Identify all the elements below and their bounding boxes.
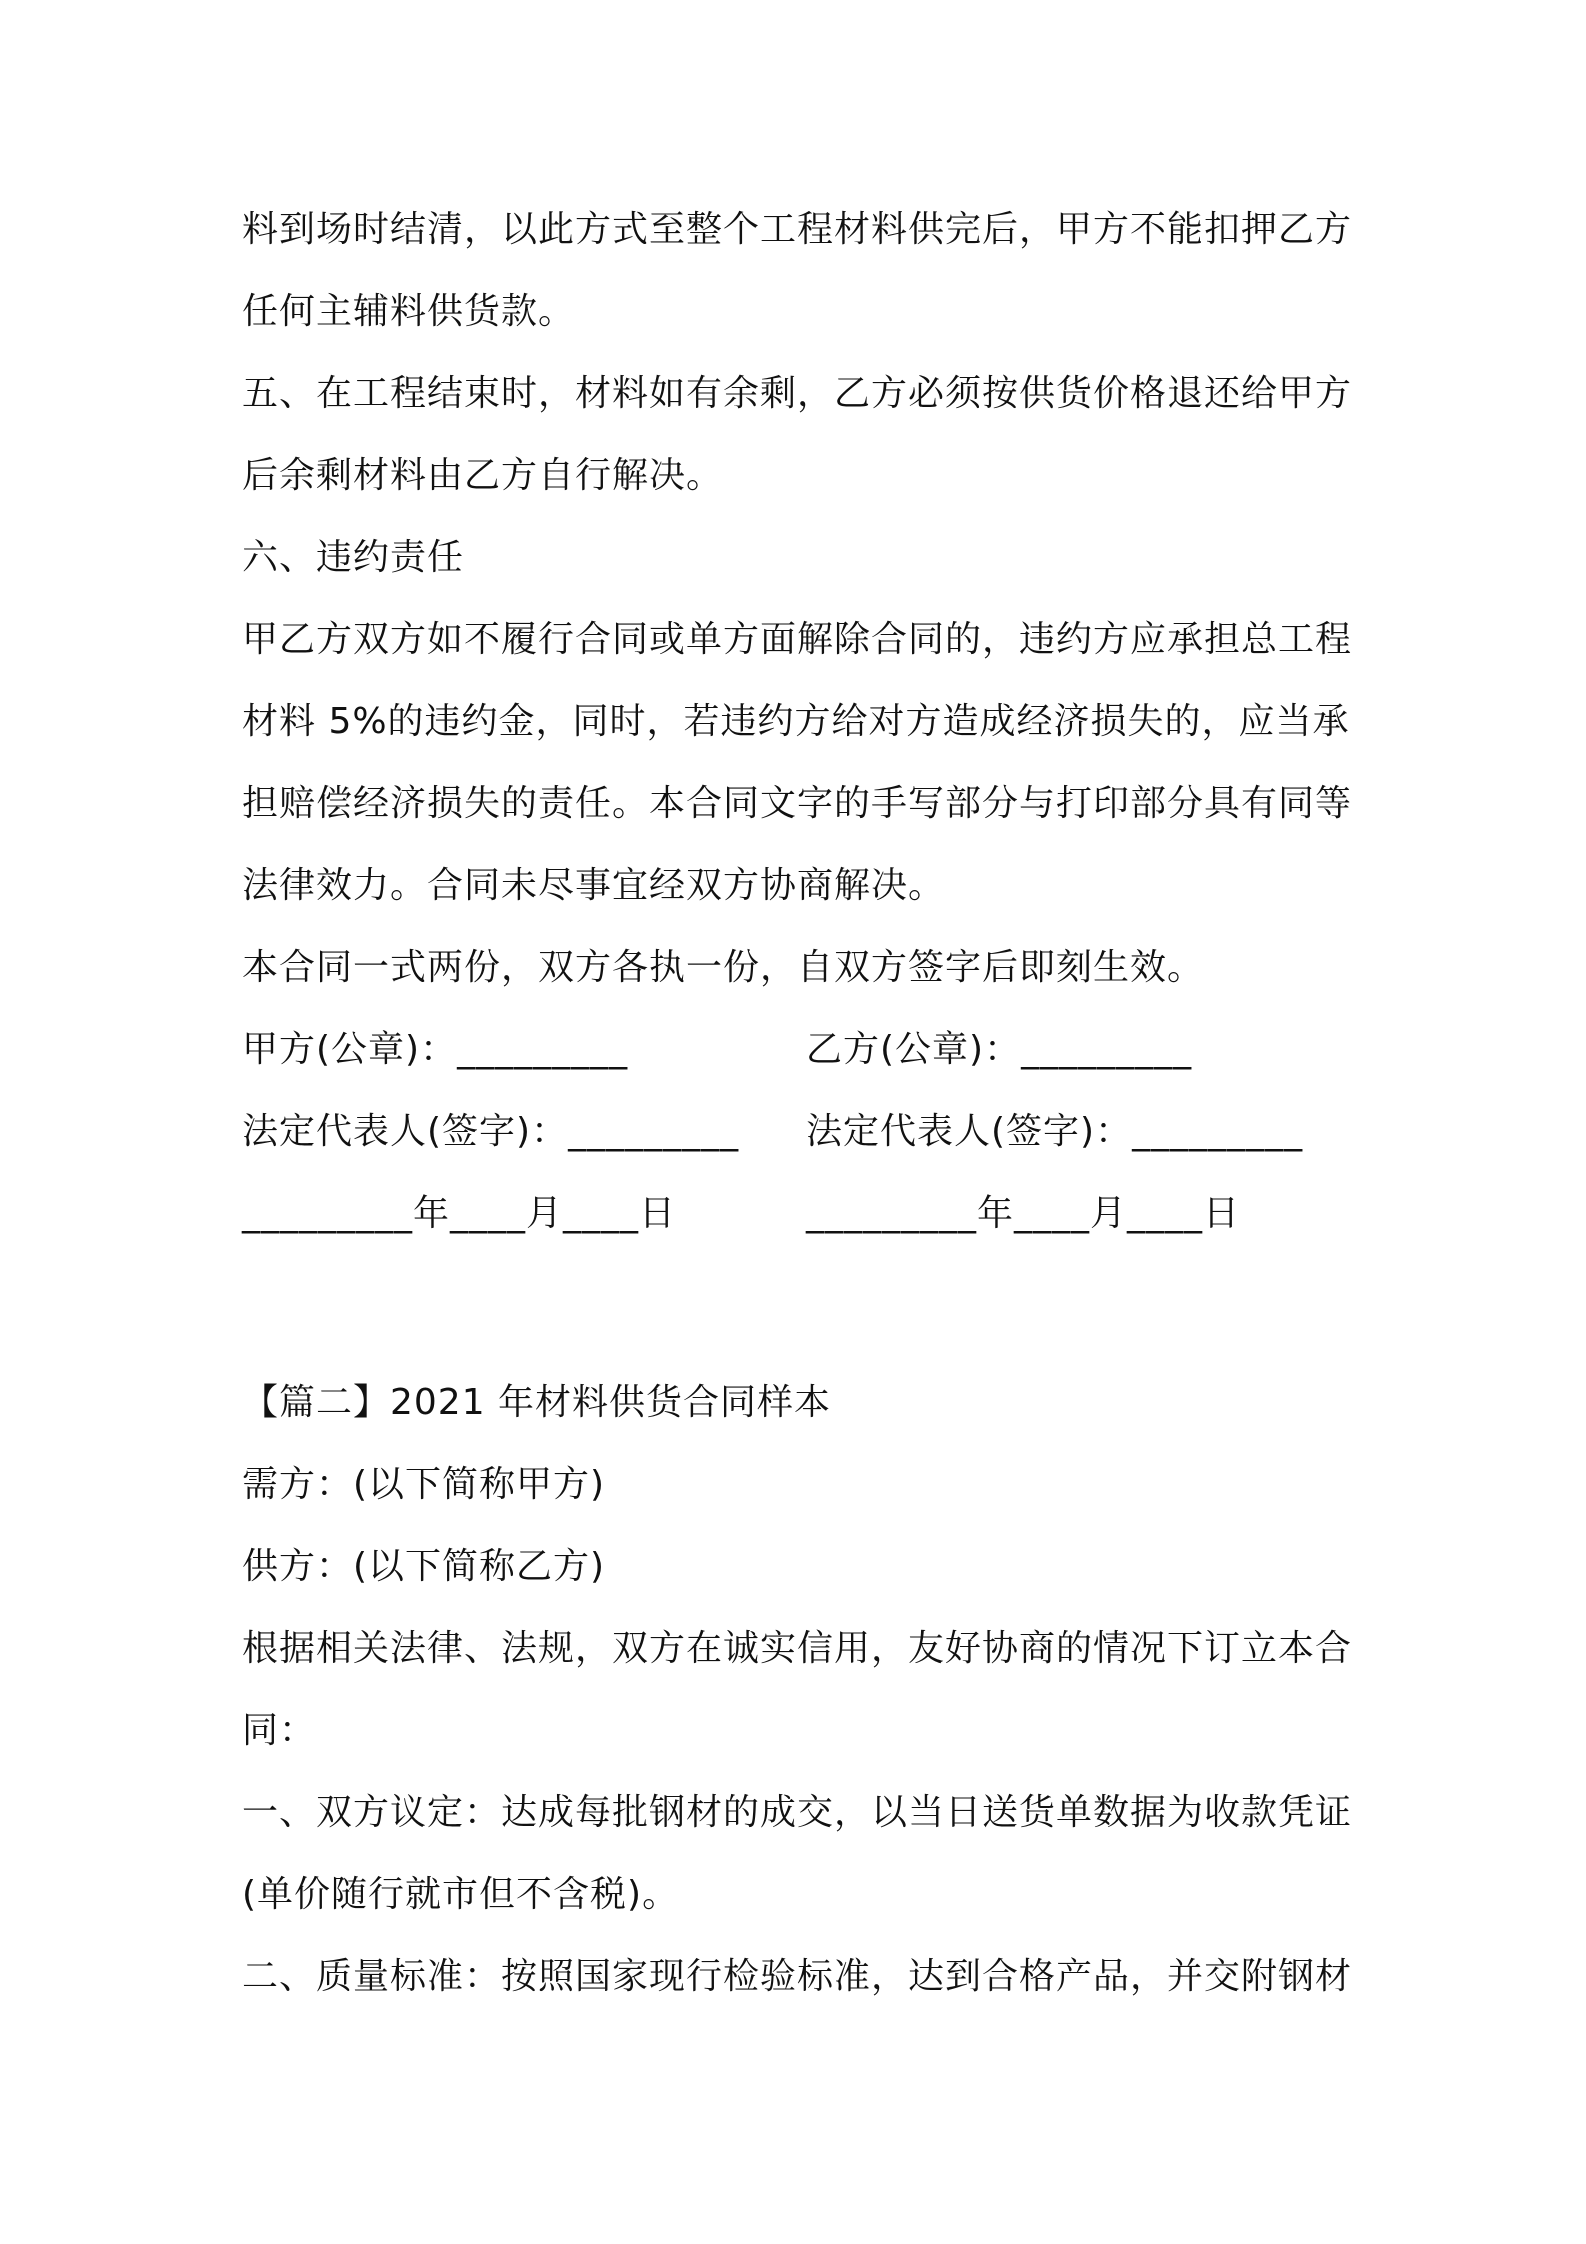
text-line: 根据相关法律、法规，双方在诚实信用，友好协商的情况下订立本合 <box>242 1628 1353 1669</box>
text-line: (单价随行就市但不含税)。 <box>242 1874 680 1915</box>
text-line: 需方：(以下简称甲方) <box>242 1464 606 1505</box>
text-line: 本合同一式两份，双方各执一份，自双方签字后即刻生效。 <box>242 947 1205 988</box>
text-line: 担赔偿经济损失的责任。本合同文字的手写部分与打印部分具有同等 <box>242 783 1353 824</box>
party-b-seal-field: 乙方(公章)：_________ <box>806 1029 1193 1070</box>
party-a-representative-field: 法定代表人(签字)：_________ <box>242 1111 740 1152</box>
text-line: 同： <box>242 1710 317 1751</box>
text-line: 法律效力。合同未尽事宜经双方协商解决。 <box>242 865 946 906</box>
signature-row-representative <box>242 1108 1362 1156</box>
party-b-representative-field: 法定代表人(签字)：_________ <box>806 1111 1304 1152</box>
text-line: 材料 5%的违约金，同时，若违约方给对方造成经济损失的，应当承 <box>242 701 1350 742</box>
text-line: 甲乙方双方如不履行合同或单方面解除合同的，违约方应承担总工程 <box>242 619 1353 660</box>
text-line: 一、双方议定：达成每批钢材的成交，以当日送货单数据为收款凭证 <box>242 1792 1353 1833</box>
party-a-date-field: _________年____月____日 <box>242 1193 676 1234</box>
text-line: 料到场时结清，以此方式至整个工程材料供完后，甲方不能扣押乙方 <box>242 209 1353 250</box>
section-heading: 六、违约责任 <box>242 537 465 578</box>
signature-row-date <box>242 1190 1362 1238</box>
signature-row-seal <box>242 1026 1362 1074</box>
section-title: 【篇二】2021 年材料供货合同样本 <box>242 1382 832 1423</box>
party-b-date-field: _________年____月____日 <box>806 1193 1240 1234</box>
party-a-seal-field: 甲方(公章)：_________ <box>242 1029 629 1070</box>
text-line: 供方：(以下简称乙方) <box>242 1546 606 1587</box>
text-line: 后余剩材料由乙方自行解决。 <box>242 455 724 496</box>
text-line: 二、质量标准：按照国家现行检验标准，达到合格产品，并交附钢材 <box>242 1956 1353 1997</box>
text-line: 五、在工程结束时，材料如有余剩，乙方必须按供货价格退还给甲方 <box>242 373 1353 414</box>
text-line: 任何主辅料供货款。 <box>242 291 576 332</box>
